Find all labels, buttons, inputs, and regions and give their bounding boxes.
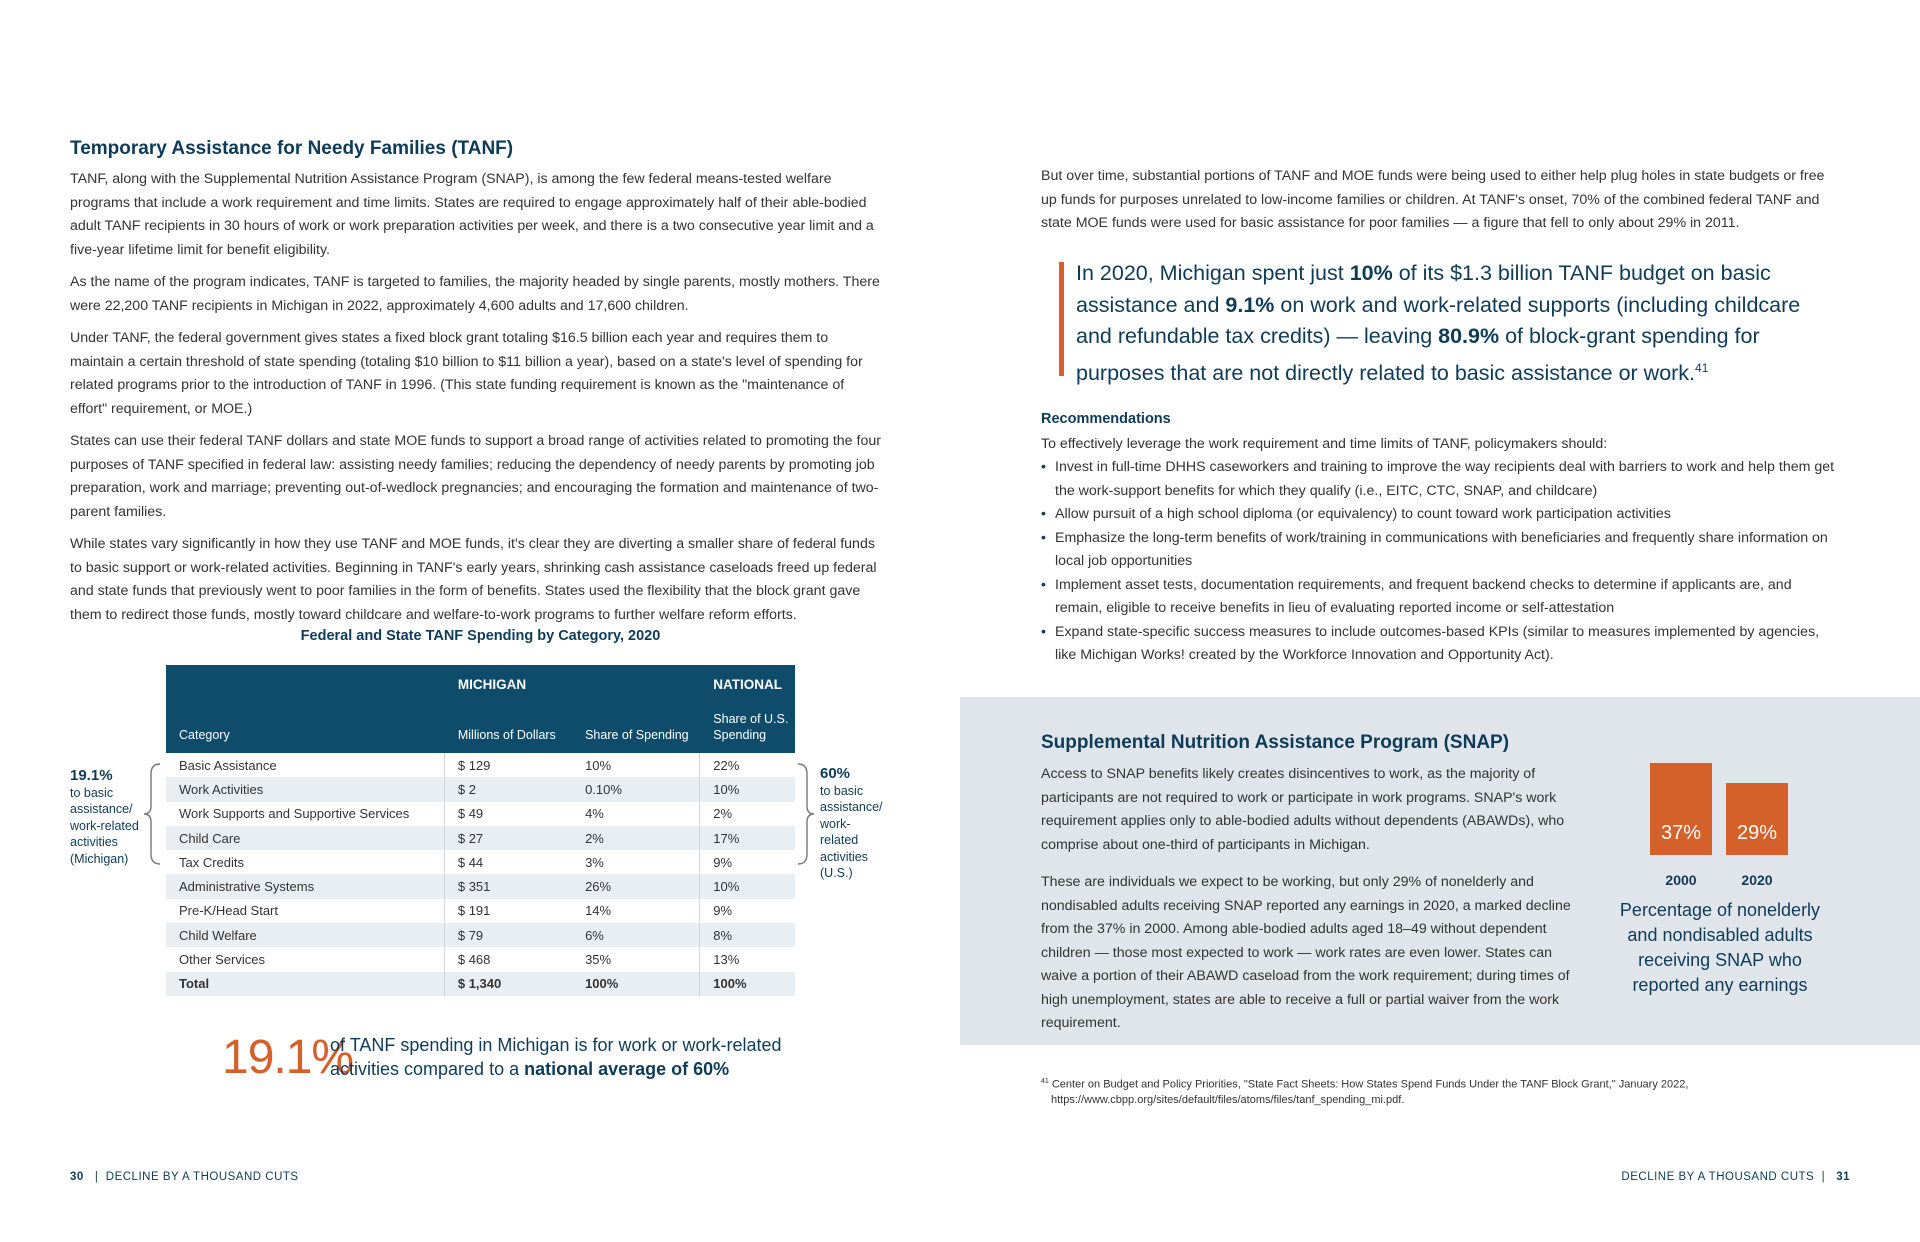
quote-bar xyxy=(1059,262,1064,376)
list-item: • Invest in full-time DHHS caseworkers and training to improve the way recipients deal with barriers to work and help them get the work-support benefits for which they qualify (i.e., EITC, CTC, SNAP, and childcare) xyxy=(1041,456,1841,503)
table-row xyxy=(166,802,795,826)
footnote-number: 41 xyxy=(1041,1078,1049,1085)
share-cell: 6% xyxy=(572,923,700,947)
callout-text xyxy=(330,1033,850,1081)
list-item: • Implement asset tests, documentation requirements, and frequent backend checks to determine if applicants are, and remain, eligible to receive benefits in lieu of evaluating reported income or self-attestation xyxy=(1041,574,1841,621)
header-blank xyxy=(572,665,700,701)
michigan-annotation xyxy=(70,768,150,867)
michigan-annotation-value: 19.1% xyxy=(70,767,113,784)
quote-text: of its $1.3 billion TANF budget on basic assistance and xyxy=(1076,261,1771,317)
us-share-cell: 8% xyxy=(700,923,795,947)
us-share-cell: 10% xyxy=(700,874,795,898)
annotation-line: activities xyxy=(70,835,118,849)
footnote-url[interactable]: https://www.cbpp.org/sites/default/files/atoms/files/tanf_spending_mi.pdf. xyxy=(1051,1093,1405,1106)
annotation-line: to basic xyxy=(820,783,864,798)
category-cell: Work Activities xyxy=(166,777,444,801)
table-row xyxy=(166,850,795,874)
share-cell: 0.10% xyxy=(572,777,700,801)
table-row xyxy=(166,777,795,801)
table-total-row xyxy=(166,972,795,996)
footer-left xyxy=(70,1171,299,1183)
snap-body xyxy=(1041,763,1581,1045)
pull-quote xyxy=(1076,258,1806,389)
table-title: Federal and State TANF Spending by Category, 2020 xyxy=(300,628,661,644)
category-cell: Pre-K/Head Start xyxy=(179,903,278,919)
category-cell: Other Services xyxy=(179,952,265,968)
quote-text: In 2020, Michigan spent just xyxy=(1076,261,1350,285)
dollars-cell: $ 27 xyxy=(444,826,572,850)
share-cell: 14% xyxy=(585,903,612,919)
footer-right xyxy=(1621,1171,1850,1183)
snap-bar-chart xyxy=(1650,763,1790,855)
category-cell: Work Supports and Supportive Services xyxy=(179,806,410,822)
column-header-us-share: Share of U.S. Spending xyxy=(700,701,795,753)
snap-bar-2000 xyxy=(1650,763,1712,855)
annotation-line: (U.S.) xyxy=(820,866,853,880)
recommendations-title: Recommendations xyxy=(1041,411,1171,427)
category-cell: Total xyxy=(166,972,444,996)
national-annotation-value: 60% xyxy=(820,765,851,782)
bar-year-label: 2000 xyxy=(1665,872,1697,888)
footer-separator: | xyxy=(1821,1171,1826,1183)
category-cell: Tax Credits xyxy=(179,854,245,870)
snap-chart-caption: Percentage of nonelderly and nondisabled adults receiving SNAP who reported any earnings xyxy=(1619,900,1821,995)
footnote xyxy=(1041,1074,1861,1108)
share-cell: 100% xyxy=(572,972,700,996)
list-item: • Allow pursuit of a high school diploma (or equivalency) to count toward work participation activities xyxy=(1041,503,1841,527)
callout-line2-prefix: activities compared to a xyxy=(330,1059,525,1079)
category-cell: Child Welfare xyxy=(166,923,444,947)
quote-text: on work and work-related supports (including childcare and refundable tax credits) — leaving xyxy=(1076,292,1801,348)
dollars-cell: $ 1,340 xyxy=(444,972,572,996)
footer-separator: | xyxy=(94,1171,99,1183)
category-cell: Child Care xyxy=(166,826,444,850)
bar-value-label: 29% xyxy=(1736,822,1778,844)
bar-year-label: 2020 xyxy=(1741,872,1773,888)
column-header-millions: Millions of Dollars xyxy=(444,701,572,753)
page-number-right: 31 xyxy=(1836,1171,1850,1183)
us-share-cell: 100% xyxy=(700,972,795,996)
annotation-line: (Michigan) xyxy=(70,851,129,866)
table-row xyxy=(166,753,795,777)
spending-table xyxy=(166,665,795,996)
share-cell: 35% xyxy=(585,952,612,968)
footer-title-left: DECLINE BY A THOUSAND CUTS xyxy=(105,1171,299,1183)
group-header-michigan: MICHIGAN xyxy=(444,665,572,701)
share-cell: 26% xyxy=(572,874,700,898)
quote-bold: 80.9% xyxy=(1438,324,1500,348)
callout-line1: of TANF spending in Michigan is for work or work-related xyxy=(330,1035,782,1055)
tanf-paragraph: While states vary significantly in how they use TANF and MOE funds, it's clear they are diverting a smaller share of federal funds to basic support or work-related activities. Beginning in TANF's early years, shrinking cash assistance caseloads freed up federal and state funds that previously went to poor families in the form of benefits. States used the flexibility that the block grant gave them to redirect those funds, mostly toward childcare and welfare-to-work programs to further welfare reform efforts. xyxy=(70,536,877,623)
callout-big-value: 19.1% xyxy=(222,1031,354,1084)
annotation-line: assistance/ xyxy=(70,802,133,816)
tanf-body xyxy=(70,168,882,636)
callout-line2-bold: national average of 60% xyxy=(524,1059,730,1079)
dollars-cell: $ 468 xyxy=(444,947,572,971)
us-share-cell: 2% xyxy=(700,802,795,826)
footer-title-right: DECLINE BY A THOUSAND CUTS xyxy=(1621,1171,1815,1183)
table-row xyxy=(166,899,795,923)
footnote-ref[interactable]: 41 xyxy=(1695,360,1709,375)
us-share-cell: 17% xyxy=(700,826,795,850)
us-share-cell: 13% xyxy=(700,947,795,971)
snap-paragraph: Access to SNAP benefits likely creates disincentives to work, as the majority of participants are not required to work or participate in work programs. SNAP's work requirement applies only to able-bodied adults without dependents (ABAWDs), who comprise about one-third of participants in Michigan. xyxy=(1041,766,1565,853)
table-row xyxy=(166,826,795,850)
annotation-line: work- xyxy=(820,816,851,831)
header-blank xyxy=(166,665,444,701)
bar-value-label: 37% xyxy=(1660,822,1702,844)
tanf-section-title: Temporary Assistance for Needy Families (TANF) xyxy=(70,138,514,159)
dollars-cell: $ 129 xyxy=(444,753,572,777)
dollars-cell: $ 351 xyxy=(444,874,572,898)
snap-bar-2020 xyxy=(1726,783,1788,855)
dollars-cell: $ 49 xyxy=(444,802,572,826)
annotation-line: work-related xyxy=(70,818,139,833)
recommendations-intro: To effectively leverage the work requirement and time limits of TANF, policymakers should: xyxy=(1041,436,1608,452)
group-header-national: NATIONAL xyxy=(700,665,795,701)
list-item: • Emphasize the long-term benefits of work/training in communications with beneficiaries and frequently share information on local job opportunities xyxy=(1041,527,1841,574)
right-intro: But over time, substantial portions of TANF and MOE funds were being used to either help plug holes in state budgets or free up funds for purposes unrelated to low-income families or children. At TANF's onset, 70% of the combined federal TANF and state MOE funds were used for basic assistance for poor families — a figure that fell to only about 29% in 2011. xyxy=(1041,168,1825,231)
table-row xyxy=(166,947,795,971)
tanf-paragraph: As the name of the program indicates, TANF is targeted to families, the majority headed by single parents, mostly mothers. There were 22,200 TANF recipients in Michigan in 2022, approximately 4,600 adults and 17,600 children. xyxy=(70,274,880,314)
share-cell: 3% xyxy=(585,854,604,870)
recommendations-list xyxy=(1041,456,1841,668)
annotation-line: assistance/ xyxy=(820,800,883,814)
annotation-line: activities xyxy=(820,849,868,864)
table-row xyxy=(166,923,795,947)
spending-table-wrap xyxy=(166,665,795,996)
left-brace xyxy=(142,762,162,866)
table-row xyxy=(166,874,795,898)
dollars-cell: $ 79 xyxy=(444,923,572,947)
snap-paragraph: These are individuals we expect to be working, but only 29% of nonelderly and nondisabled adults receiving SNAP reported any earnings in 2020, a marked decline from the 37% in 2000. Among able-bodied adults aged 18–49 without dependent children — those most expected to work — work rates are even lower. States can waive a portion of their ABAWD caseload from the work requirement; during times of high unemployment, states are able to receive a full or partial waiver from the work requirement. xyxy=(1041,874,1571,1031)
snap-section-title: Supplemental Nutrition Assistance Program (SNAP) xyxy=(1041,732,1510,753)
tanf-paragraph: Under TANF, the federal government gives states a fixed block grant totaling $16.5 billion each year and requires them to maintain a certain threshold of state spending (totaling $10 billion to $11 billion a year), based on a state's level of spending for related programs prior to the introduction of TANF in 1996. (This state funding requirement is known as the "maintenance of effort" requirement, or MOE.) xyxy=(70,330,863,417)
quote-bold: 10% xyxy=(1349,261,1393,285)
annotation-line: to basic xyxy=(70,785,114,800)
column-header-share: Share of Spending xyxy=(572,701,700,753)
dollars-cell: $ 44 xyxy=(444,850,572,874)
quote-bold: 9.1% xyxy=(1225,292,1275,317)
tanf-paragraph: States can use their federal TANF dollars and state MOE funds to support a broad range of activities related to promoting the four purposes of TANF specified in federal law: assisting needy families; reducing the dependency of needy parents by promoting job preparation, work and marriage; preventing out-of-wedlock pregnancies; and encouraging the formation and maintenance of two-parent families. xyxy=(70,433,881,520)
category-cell: Basic Assistance xyxy=(179,757,277,773)
share-cell: 4% xyxy=(585,806,604,822)
share-cell: 2% xyxy=(572,826,700,850)
table-body xyxy=(166,753,795,996)
footnote-line1: Center on Budget and Policy Priorities, "State Fact Sheets: How States Spend Funds Under the TANF Block Grant," January 2022, xyxy=(1051,1078,1689,1091)
list-item: • Expand state-specific success measures to include outcomes-based KPIs (similar to measures implemented by agencies, like Michigan Works! created by the Workforce Innovation and Opportunity Act). xyxy=(1041,621,1841,668)
page-number-left: 30 xyxy=(70,1171,84,1183)
category-cell: Administrative Systems xyxy=(166,874,444,898)
share-cell: 10% xyxy=(585,757,612,773)
dollars-cell: $ 2 xyxy=(444,777,572,801)
dollars-cell: $ 191 xyxy=(444,899,572,923)
quote-text: of block-grant spending for purposes that are not directly related to basic assistance or work. xyxy=(1076,324,1760,385)
us-share-cell: 10% xyxy=(700,777,795,801)
national-annotation xyxy=(820,766,900,882)
column-header-category: Category xyxy=(166,701,444,753)
tanf-paragraph: TANF, along with the Supplemental Nutrition Assistance Program (SNAP), is among the few federal means-tested welfare programs that include a work requirement and time limits. States are required to engage approximately half of their able-bodied adult TANF recipients in 30 hours of work or work preparation activities per week, and there is a two consecutive year limit and a five-year lifetime limit for benefit eligibility. xyxy=(70,171,874,258)
us-share-cell: 9% xyxy=(700,899,795,923)
us-share-cell: 22% xyxy=(700,753,795,777)
right-brace xyxy=(796,762,816,866)
us-share-cell: 9% xyxy=(700,850,795,874)
annotation-line: related xyxy=(820,833,859,847)
